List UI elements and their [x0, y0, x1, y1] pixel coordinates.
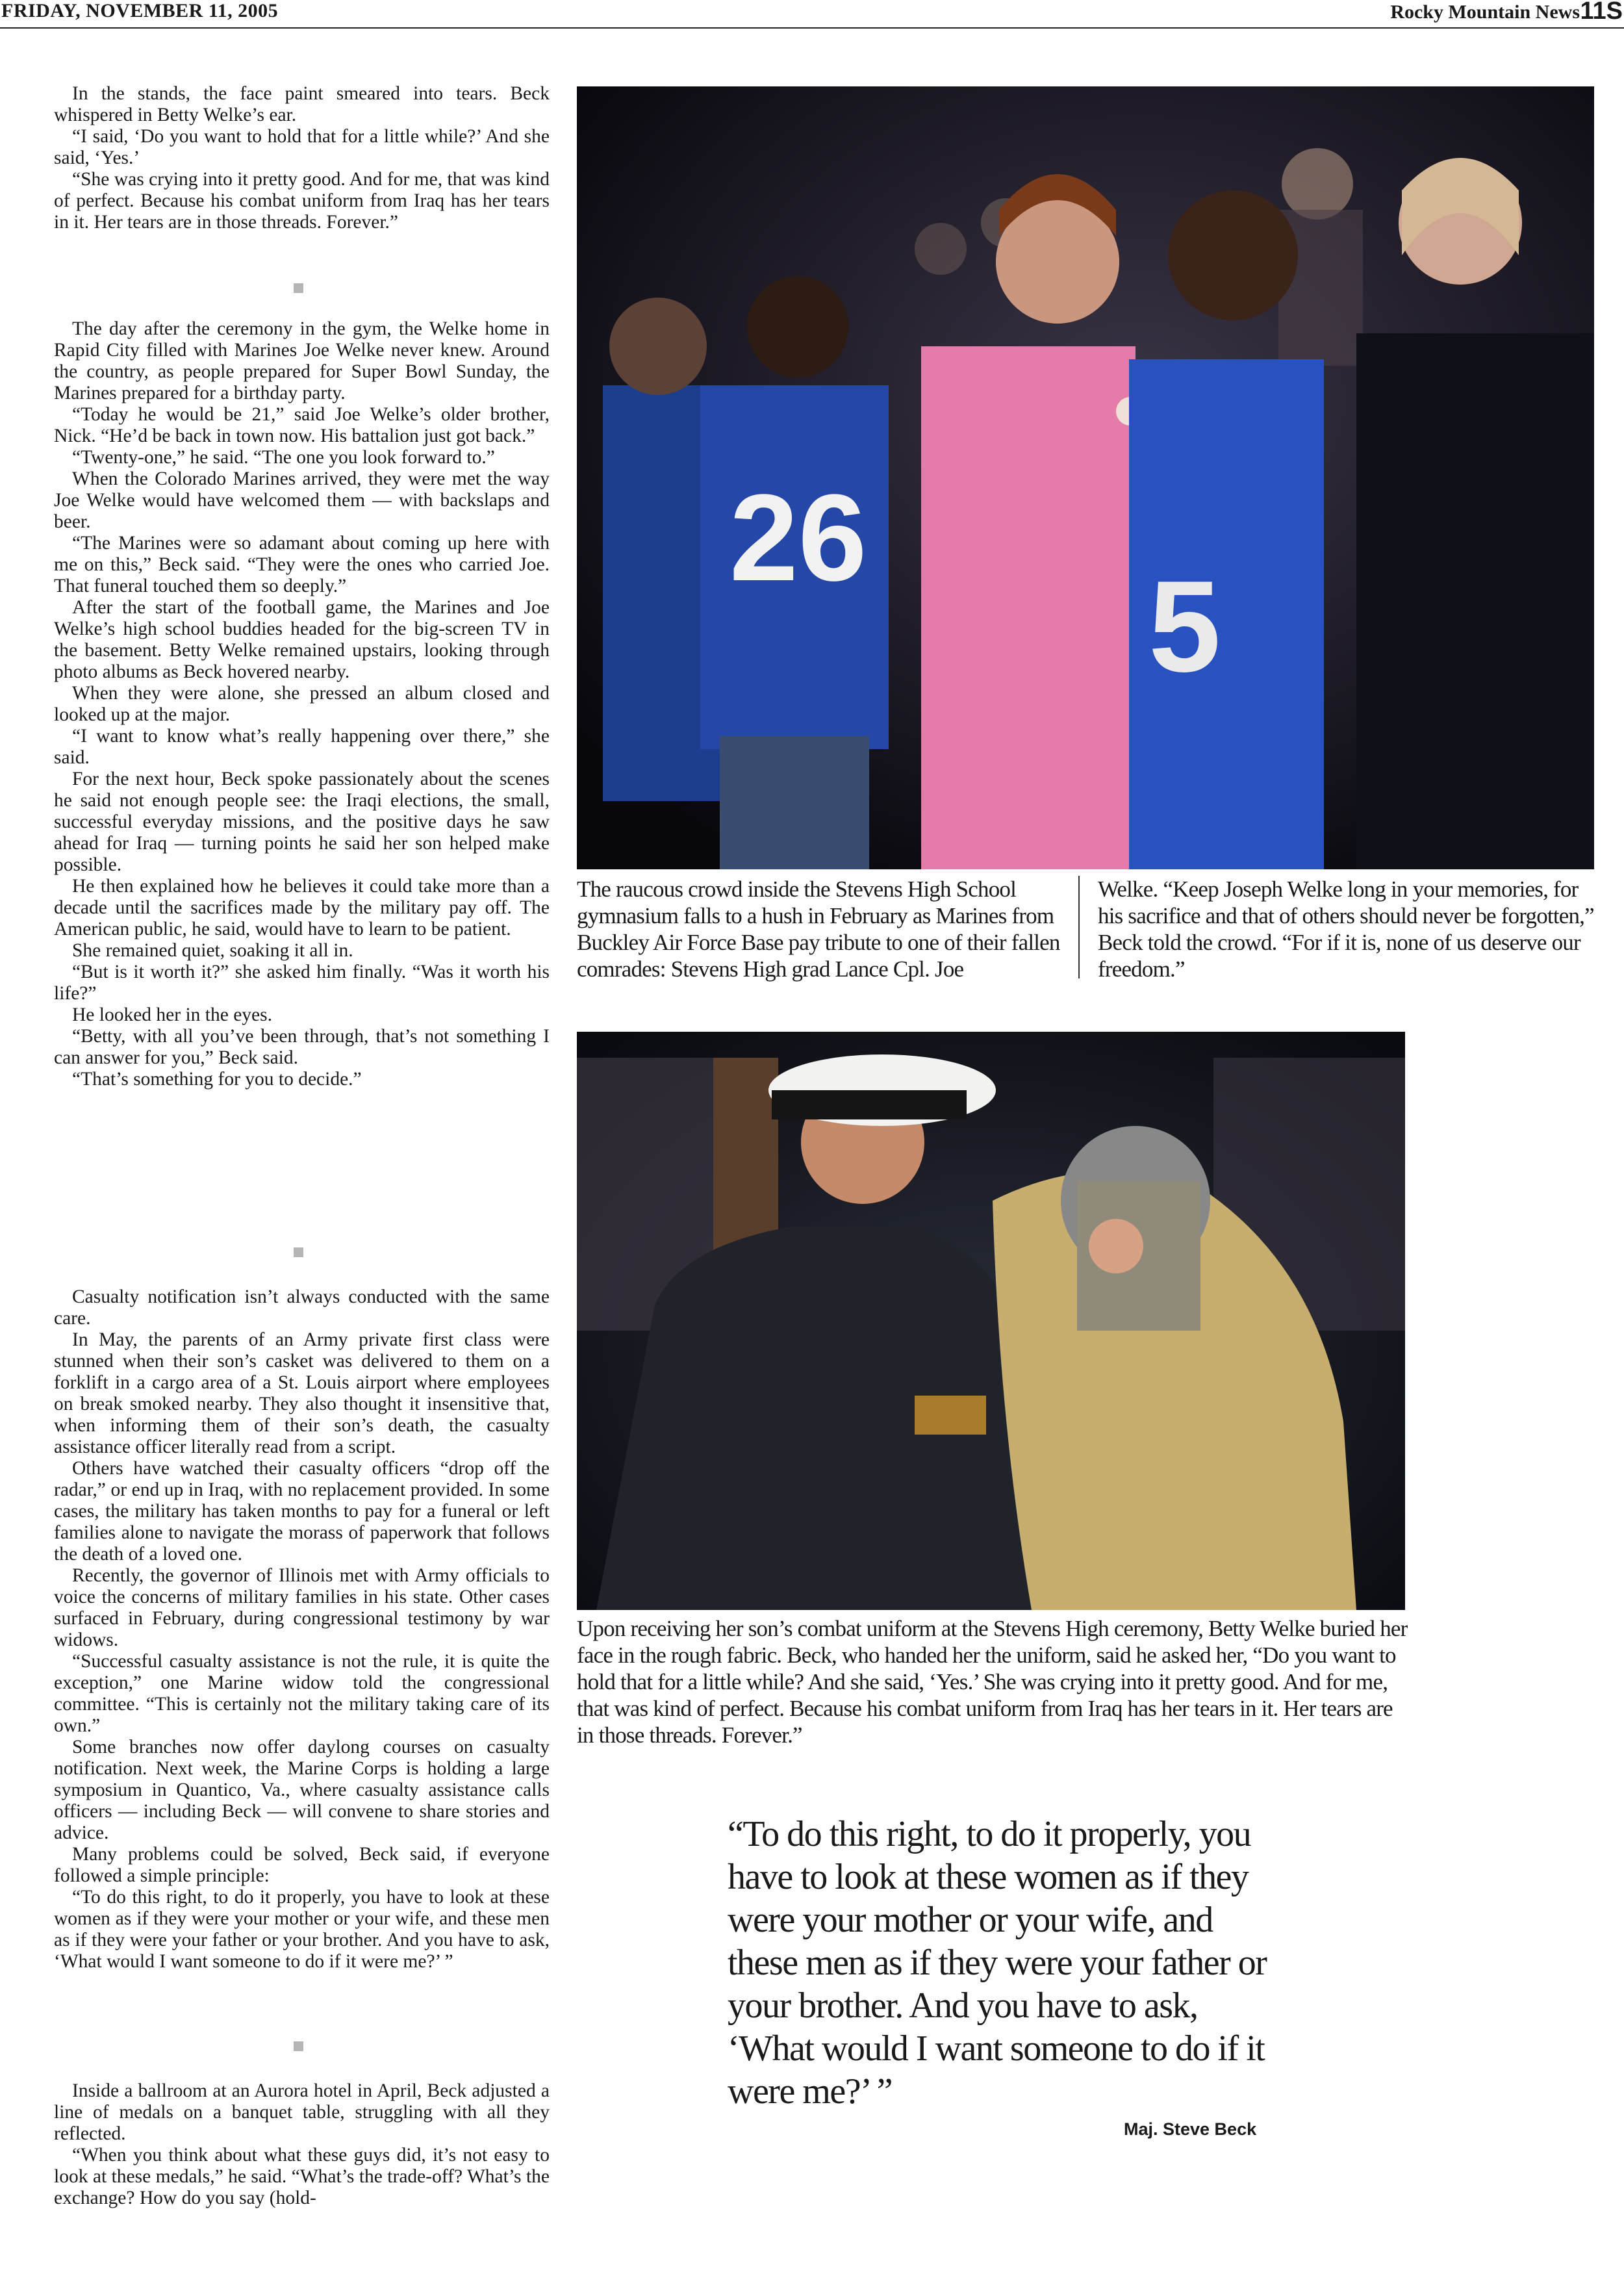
paragraph: When the Colorado Marines arrived, they were met the way Joe Welke would have welcomed them — with backslaps and beer.: [54, 468, 550, 532]
photo-marine-and-mother: [577, 1032, 1405, 1610]
paragraph: “She was crying into it pretty good. And for me, that was kind of perfect. Because his combat uniform from Iraq has her tears in it. Her tears are in those threads. Forever.”: [54, 169, 550, 233]
paragraph: “Twenty-one,” he said. “The one you look forward to.”: [72, 447, 495, 468]
paragraph: Many problems could be solved, Beck said, if everyone followed a simple principle:: [54, 1844, 550, 1886]
paragraph: “The Marines were so adamant about coming up here with me on this,” Beck said. “They were the ones who carried Joe. That funeral touched them so deeply.”: [54, 533, 550, 596]
paragraph: “To do this right, to do it properly, you have to look at these women as if they were your mother or your wife, and these men as if they were your father or your brother. And you have to ask, ‘What would I want someone to do if it were me?’ ”: [54, 1887, 550, 1972]
pull-quote: “To do this right, to do it properly, you have to look at these women as if they were your mother or your wife, and these men as if they were your father or your brother. And you have to ask, ‘What would I want someone to do if it were me?’ ”: [728, 1814, 1267, 2112]
paragraph: He looked her in the eyes.: [72, 1004, 273, 1025]
svg-text:26: 26: [730, 469, 867, 607]
paragraph: Recently, the governor of Illinois met with Army officials to voice the concerns of military families in his state. Other cases surfaced in February, during congressional testimony by war widows.: [54, 1565, 550, 1650]
paragraph: Some branches now offer daylong courses on casualty notification. Next week, the Marine Corps is holding a large symposium in Quantico, Va., where casualty assistance calls officers — including Beck — will convene to share stories and advice.: [54, 1737, 550, 1843]
paragraph: “Successful casualty assistance is not the rule, it is quite the exception,” one Marine widow told the congressional committee. “This is certainly not the military taking care of its own.”: [54, 1651, 550, 1736]
page-number: 11S: [1580, 0, 1623, 25]
paragraph: When they were alone, she pressed an album closed and looked up at the major.: [54, 683, 550, 725]
paragraph: “When you think about what these guys did, it’s not easy to look at these medals,” he said. “What’s the trade-off? What’s the exchange? How do you say (hold-: [54, 2145, 550, 2208]
paragraph: Casualty notification isn’t always conducted with the same care.: [54, 1286, 550, 1329]
caption-divider: [1078, 876, 1080, 978]
paragraph: “I want to know what’s really happening over there,” she said.: [54, 726, 550, 768]
section-separator: [294, 2041, 303, 2051]
photo-caption-1-left: The raucous crowd inside the Stevens High School gymnasium falls to a hush in February as Marines from Buckley Air Force Base pay tribute to one of their fallen comrades: Stevens High grad Lance Cpl. Joe: [577, 876, 1060, 982]
paragraph: “Betty, with all you’ve been through, that’s not something I can answer for you,” Beck said.: [54, 1026, 550, 1068]
paragraph: For the next hour, Beck spoke passionately about the scenes he said not enough people see: the Iraqi elections, the small, successful everyday missions, and the positive days he saw ahead for Iraq — turning points he said her son helped make possible.: [54, 769, 550, 875]
newspaper-name: Rocky Mountain News: [1390, 1, 1580, 23]
svg-text:5: 5: [1148, 554, 1221, 699]
paragraph: After the start of the football game, the Marines and Joe Welke’s high school buddies headed for the big-screen TV in the basement. Betty Welke remained upstairs, looking through photo albums as Beck hovered nearby.: [54, 597, 550, 682]
section-separator: [294, 283, 303, 293]
article-text-block-4: [54, 2080, 550, 2209]
issue-date: FRIDAY, NOVEMBER 11, 2005: [1, 0, 279, 21]
paragraph: In May, the parents of an Army private first class were stunned when their son’s casket was delivered to them on a forklift in a cargo area of a St. Louis airport where employees on break smoked nearby. They also thought it insensitive that, when informing them of their son’s death, the casualty assistance officer literally read from a script.: [54, 1329, 550, 1457]
article-text-block-3: [54, 1286, 550, 1973]
paragraph: Inside a ballroom at an Aurora hotel in April, Beck adjusted a line of medals on a banquet table, struggling with all they reflected.: [54, 2080, 550, 2144]
article-text-block-2: [54, 318, 550, 1090]
section-separator: [294, 1247, 303, 1257]
photo-gymnasium-crowd: [577, 86, 1594, 869]
paragraph: “I said, ‘Do you want to hold that for a little while?’ And she said, ‘Yes.’: [54, 126, 550, 168]
pull-quote-attribution: Maj. Steve Beck: [1124, 2119, 1257, 2139]
photo-caption-2: Upon receiving her son’s combat uniform at the Stevens High ceremony, Betty Welke buried her face in the rough fabric. Beck, who handed her the uniform, said he asked her, “Do you want to hold that for a little while? And she said, ‘Yes.’ She was crying into it pretty good. And for me, that was kind of perfect. Because his combat uniform from Iraq has her tears in it. Her tears are in those threads. Forever.”: [577, 1616, 1408, 1748]
paragraph: “That’s something for you to decide.”: [72, 1069, 362, 1090]
page-header: [0, 0, 1624, 29]
paragraph: She remained quiet, soaking it all in.: [72, 940, 353, 961]
article-text-block-1: [54, 83, 550, 233]
photo-caption-1-right: Welke. “Keep Joseph Welke long in your memories, for his sacrifice and that of others should never be forgotten,” Beck told the crowd. “For if it is, none of us deserve our freedom.”: [1098, 876, 1594, 982]
paragraph: The day after the ceremony in the gym, the Welke home in Rapid City filled with Marines Joe Welke never knew. Around the country, as people prepared for Super Bowl Sunday, the Marines prepared for a birthday party.: [54, 318, 550, 403]
paragraph: In the stands, the face paint smeared into tears. Beck whispered in Betty Welke’s ear.: [54, 83, 550, 125]
paragraph: He then explained how he believes it could take more than a decade until the sacrifices made by the military pay off. The American public, he said, would have to learn to be patient.: [54, 876, 550, 939]
paragraph: “But is it worth it?” she asked him finally. “Was it worth his life?”: [54, 962, 550, 1004]
paragraph: Others have watched their casualty officers “drop off the radar,” or end up in Iraq, with no replacement provided. In some cases, the military has taken months to pay for a funeral or left families alone to navigate the morass of paperwork that follows the death of a loved one.: [54, 1458, 550, 1565]
paragraph: “Today he would be 21,” said Joe Welke’s older brother, Nick. “He’d be back in town now. His battalion just got back.”: [54, 404, 550, 446]
